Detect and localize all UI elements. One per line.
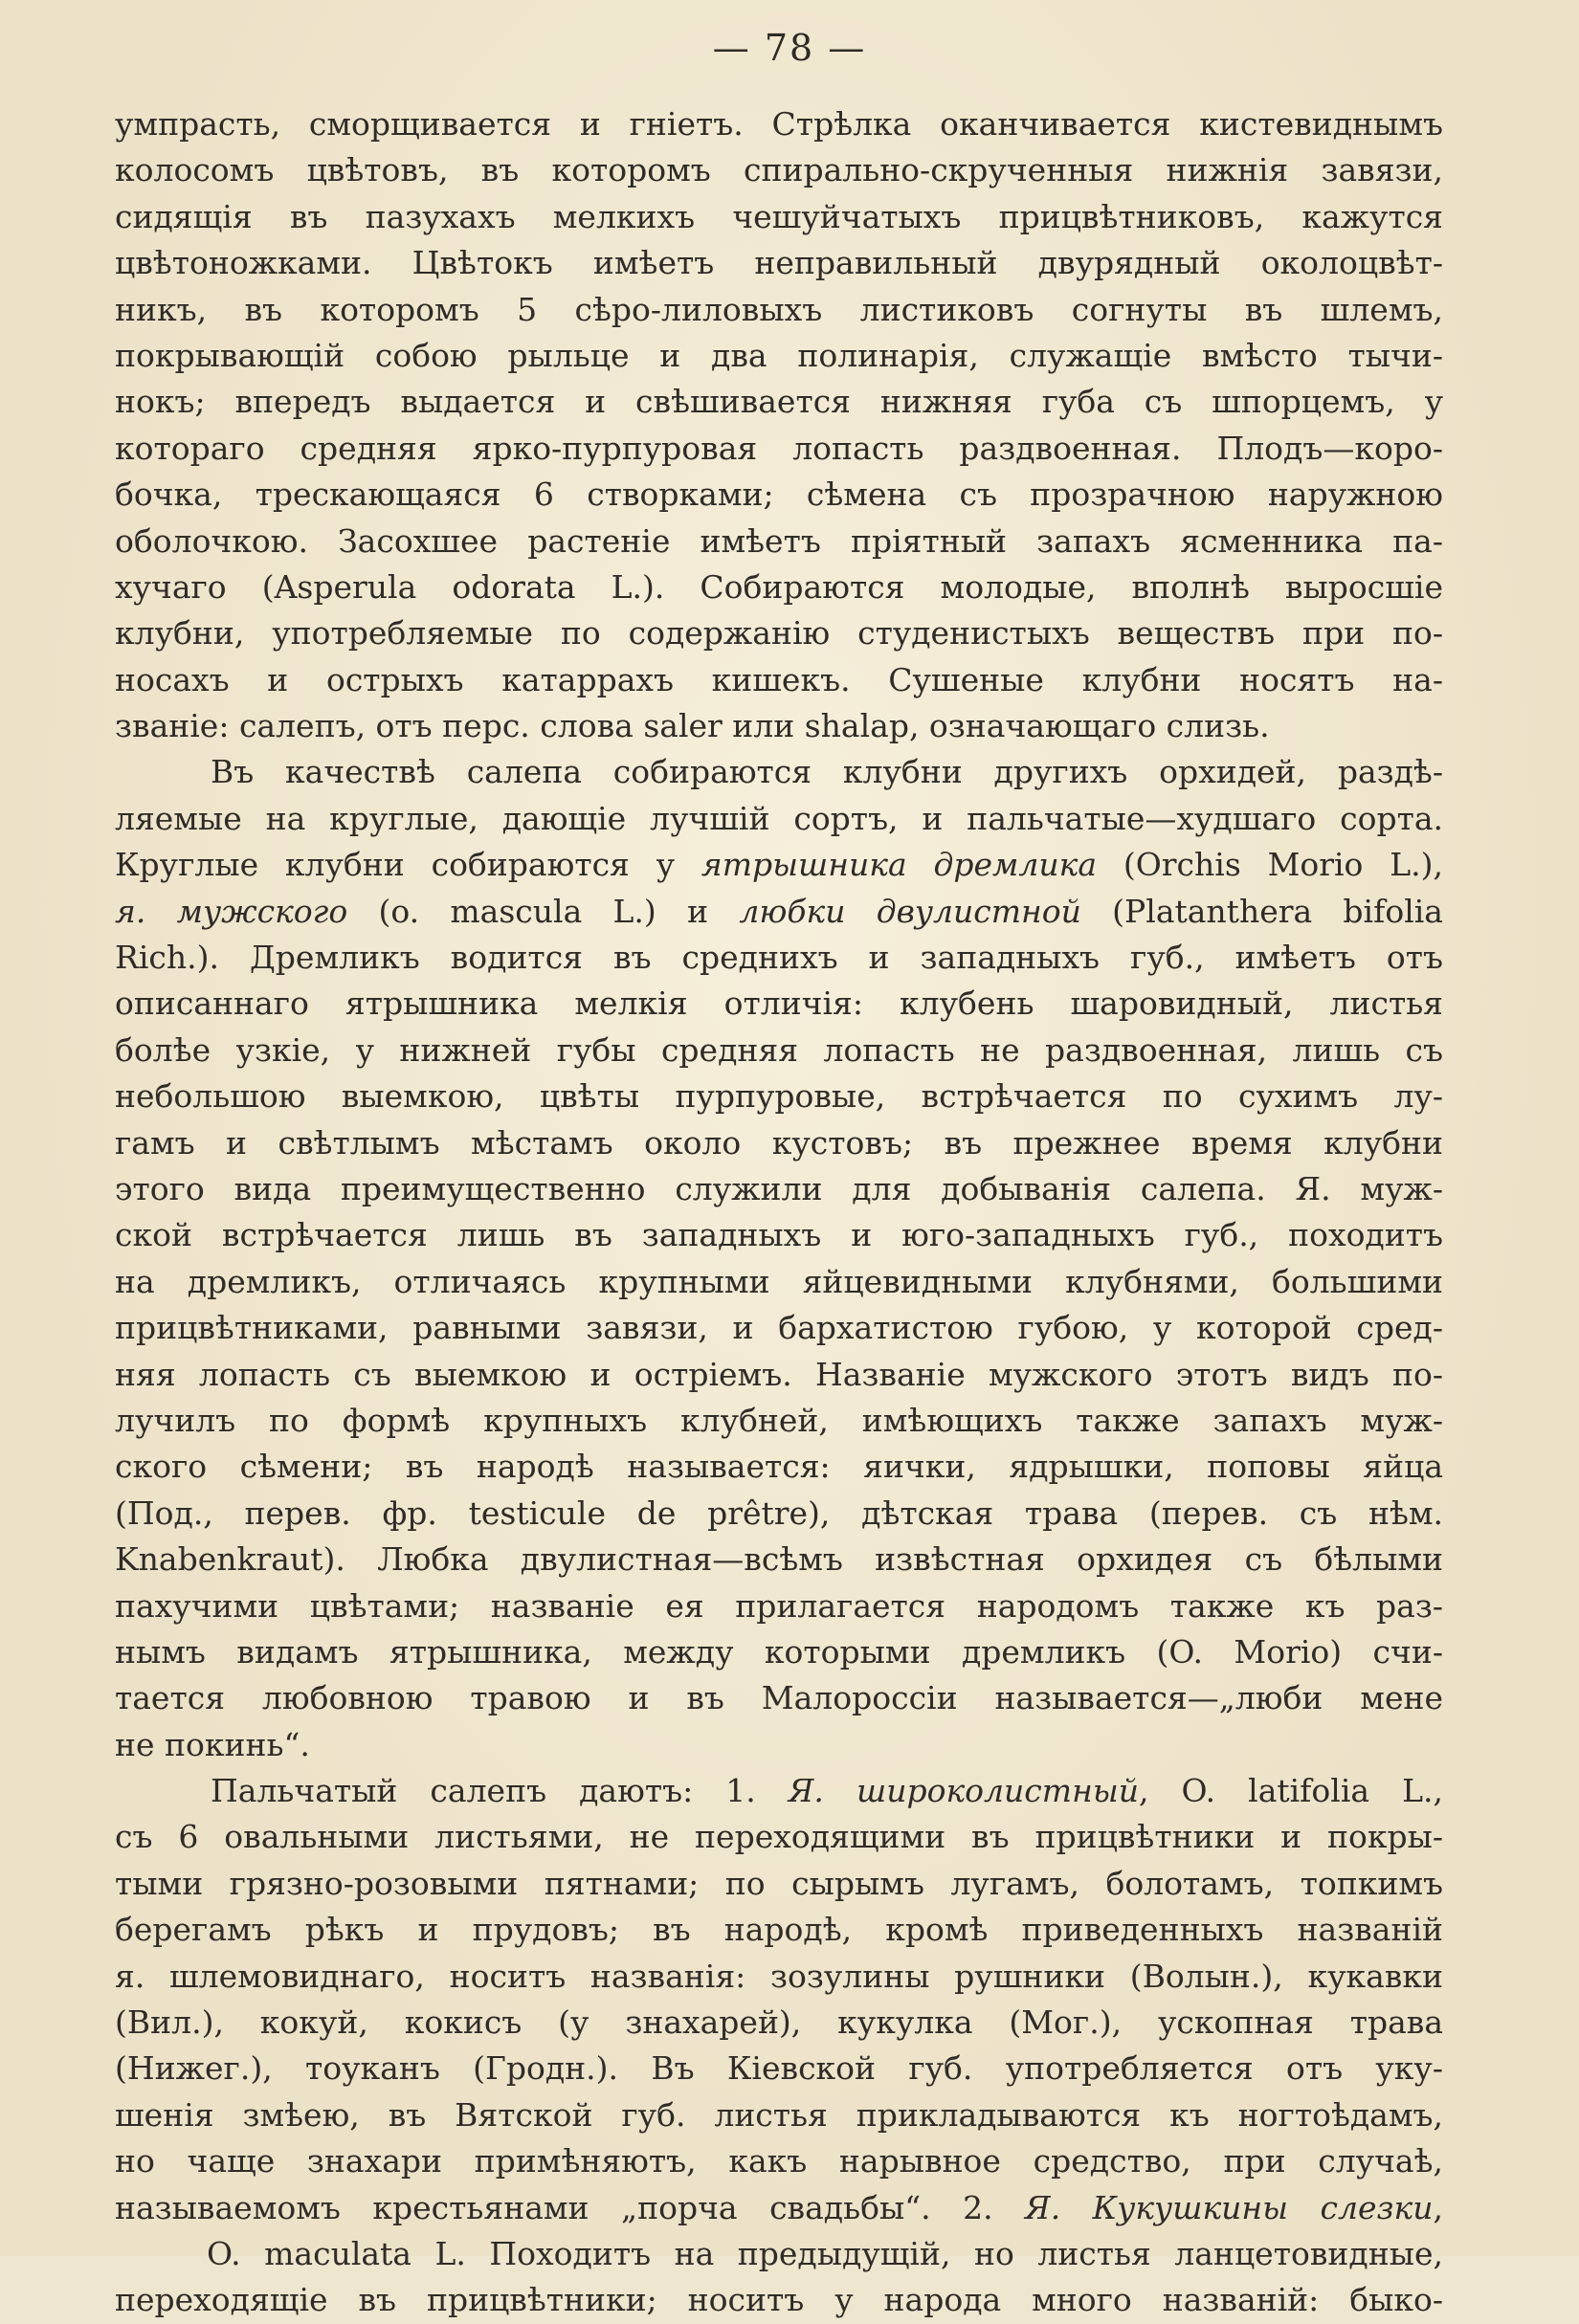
text-segment: , O. latifolia L.,: [1138, 1772, 1443, 1810]
text-line: [115, 889, 1443, 935]
text-line: [115, 796, 1443, 842]
text-segment: Пальчатый салепъ даютъ: 1.: [211, 1772, 789, 1810]
text-line: [115, 379, 1443, 425]
text-segment: колосомъ цвѣтовъ, въ которомъ спирально-скрученныя нижнія завязи,: [115, 151, 1443, 189]
text-line: [115, 333, 1443, 379]
text-line: [115, 1583, 1443, 1629]
text-line: [115, 610, 1443, 656]
text-segment: носахъ и острыхъ катаррахъ кишекъ. Сушеные клубни носятъ на-: [115, 660, 1443, 698]
text-segment: этого вида преимущественно служили для добыванія салепа. Я. муж-: [115, 1169, 1443, 1207]
text-line: [115, 2092, 1443, 2138]
italic-term: Я. Кукушкины слезки: [1025, 2188, 1434, 2226]
italic-term: Я. широколистный: [788, 1772, 1139, 1810]
text-line: [115, 1352, 1443, 1398]
italic-term: ятрышника дремлика: [701, 846, 1098, 884]
text-segment: цвѣтоножками. Цвѣтокъ имѣетъ неправильный двурядный околоцвѣт-: [115, 244, 1443, 282]
text-segment: никъ, въ которомъ 5 сѣро-лиловыхъ листиковъ согнуты въ шлемъ,: [115, 290, 1443, 328]
text-line: [115, 101, 1443, 147]
text-segment: съ 6 овальными листьями, не переходящими въ прицвѣтники и покры-: [115, 1818, 1443, 1856]
text-line: [115, 2231, 1443, 2277]
text-line: [115, 1259, 1443, 1305]
text-line: [115, 981, 1443, 1027]
text-segment: ского сѣмени; въ народѣ называется: яички, ядрышки, поповы яйца: [115, 1448, 1443, 1486]
text-segment: тыми грязно-розовыми пятнами; по сырымъ лугамъ, болотамъ, топкимъ: [115, 1864, 1443, 1902]
body-text: [115, 101, 1443, 2324]
text-segment: Круглые клубни собираются у: [115, 846, 701, 884]
text-segment: няя лопасть съ выемкою и остріемъ. Названіе мужского этотъ видъ по-: [115, 1355, 1443, 1393]
text-line: [115, 194, 1443, 240]
text-segment: прицвѣтниками, равными завязи, и бархатистою губою, у которой сред-: [115, 1309, 1443, 1347]
text-segment: бочка, трескающаяся 6 створками; сѣмена съ прозрачною наружною: [115, 476, 1443, 514]
text-line: [115, 1073, 1443, 1119]
italic-term: любки двулистной: [739, 892, 1081, 930]
text-segment: сидящія въ пазухахъ мелкихъ чешуйчатыхъ прицвѣтниковъ, кажутся: [115, 197, 1443, 235]
text-segment: описаннаго ятрышника мелкія отличія: клубень шаровидный, листья: [115, 985, 1443, 1023]
text-segment: (Нижег.), тоуканъ (Гродн.). Въ Кіевской губ. употребляется отъ уку-: [115, 2049, 1443, 2088]
text-line: [115, 2138, 1443, 2184]
text-line: [115, 935, 1443, 981]
text-line: [115, 147, 1443, 193]
text-segment: переходящіе въ прицвѣтники; носитъ у народа много названій: быко-: [115, 2281, 1443, 2319]
text-line: [115, 749, 1443, 795]
text-line: [115, 1537, 1443, 1583]
text-line: [115, 1305, 1443, 1351]
text-segment: оболочкою. Засохшее растеніе имѣетъ пріятный запахъ ясменника па-: [115, 521, 1443, 560]
text-segment: хучаго (Asperula odorata L.). Собираются молодые, вполнѣ выросшіе: [115, 567, 1443, 606]
text-segment: ляемые на круглые, дающіе лучшій сортъ, и пальчатые—худшаго сорта.: [115, 799, 1443, 837]
text-segment: котораго средняя ярко-пурпуровая лопасть раздвоенная. Плодъ—коро-: [115, 429, 1443, 467]
text-segment: нокъ; впередъ выдается и свѣшивается нижняя губа съ шпорцемъ, у: [115, 383, 1443, 421]
text-line: [115, 564, 1443, 610]
text-line: [115, 1491, 1443, 1537]
text-line: [115, 1398, 1443, 1444]
text-segment: я. шлемовиднаго, носитъ названія: зозулины рушники (Волын.), кукавки: [115, 1957, 1443, 1995]
text-line: [115, 240, 1443, 286]
text-segment: (Вил.), кокуй, кокисъ (у знахарей), кукулка (Мог.), ускопная трава: [115, 2003, 1443, 2042]
text-segment: берегамъ рѣкъ и прудовъ; въ народѣ, кромѣ приведенныхъ названій: [115, 1911, 1443, 1949]
text-segment: умпрасть, сморщивается и гніетъ. Стрѣлка оканчивается кистевиднымъ: [115, 105, 1443, 143]
text-segment: (Orchis Morio L.),: [1097, 846, 1443, 884]
text-line: [115, 1120, 1443, 1166]
text-line: [115, 1722, 1443, 1768]
text-line: [115, 1768, 1443, 1814]
text-segment: ской встрѣчается лишь въ западныхъ и юго-западныхъ губ., походитъ: [115, 1216, 1443, 1254]
text-line: [115, 2000, 1443, 2046]
text-segment: (Platanthera bifolia: [1080, 892, 1443, 930]
text-segment: клубни, употребляемые по содержанію студенистыхъ веществъ при по-: [115, 614, 1443, 653]
text-line: [115, 1954, 1443, 2000]
text-line: [115, 1861, 1443, 1907]
text-segment: тается любовною травою и въ Малороссіи называется—„люби мене: [115, 1679, 1443, 1717]
text-segment: но чаще знахари примѣняютъ, какъ нарывное средство, при случаѣ,: [115, 2142, 1443, 2180]
text-line: [115, 472, 1443, 518]
text-line: [115, 287, 1443, 333]
page-number: — 78 —: [712, 27, 867, 69]
text-line: [115, 1444, 1443, 1490]
text-line: [115, 1907, 1443, 1953]
text-segment: O. maculata L. Походитъ на предыдущій, но листья ланцетовидные,: [207, 2234, 1443, 2272]
text-segment: называемомъ крестьянами „порча свадьбы“. 2.: [115, 2188, 1026, 2226]
text-line: [115, 1028, 1443, 1073]
text-segment: (Под., перев. фр. testicule de prêtre), дѣтская трава (перев. съ нѣм.: [115, 1494, 1443, 1532]
text-line: [115, 2277, 1443, 2323]
text-segment: ,: [1433, 2188, 1443, 2226]
text-segment: шенія змѣею, въ Вятской губ. листья прикладываются къ ногтоѣдамъ,: [115, 2095, 1443, 2134]
text-line: [115, 2046, 1443, 2092]
text-segment: не покинь“.: [115, 1725, 310, 1763]
text-line: [115, 1814, 1443, 1860]
text-segment: на дремликъ, отличаясь крупными яйцевидными клубнями, большими: [115, 1262, 1443, 1300]
text-line: [115, 1166, 1443, 1212]
text-segment: Knabenkraut). Любка двулистная—всѣмъ извѣстная орхидея съ бѣлыми: [115, 1540, 1443, 1579]
text-segment: лучилъ по формѣ крупныхъ клубней, имѣющихъ также запахъ муж-: [115, 1401, 1443, 1439]
text-segment: пахучими цвѣтами; названіе ея прилагается народомъ также къ раз-: [115, 1586, 1443, 1625]
text-segment: (o. mascula L.) и: [347, 892, 740, 930]
text-line: [115, 1212, 1443, 1258]
text-segment: званіе: салепъ, отъ перс. слова saler или shalap, означающаго слизь.: [115, 707, 1270, 745]
text-line: [115, 842, 1443, 888]
text-segment: гамъ и свѣтлымъ мѣстамъ около кустовъ; въ прежнее время клубни: [115, 1123, 1443, 1162]
text-segment: нымъ видамъ ятрышника, между которыми дремликъ (O. Morio) счи-: [115, 1632, 1443, 1671]
text-line: [115, 519, 1443, 564]
text-line: [115, 1629, 1443, 1675]
text-line: [115, 703, 1443, 749]
text-segment: болѣе узкіе, у нижней губы средняя лопасть не раздвоенная, лишь съ: [115, 1030, 1443, 1069]
text-segment: Въ качествѣ салепа собираются клубни другихъ орхидей, раздѣ-: [211, 753, 1443, 791]
text-line: [115, 2185, 1443, 2231]
text-line: [115, 1675, 1443, 1721]
italic-term: я. мужского: [115, 892, 348, 930]
text-segment: покрывающій собою рыльце и два полинарія, служащіе вмѣсто тычи-: [115, 336, 1443, 374]
text-segment: небольшою выемкою, цвѣты пурпуровые, встрѣчается по сухимъ лу-: [115, 1077, 1443, 1116]
text-line: [115, 426, 1443, 472]
text-line: [115, 657, 1443, 703]
text-segment: Rich.). Дремликъ водится въ среднихъ и западныхъ губ., имѣетъ отъ: [115, 939, 1443, 977]
